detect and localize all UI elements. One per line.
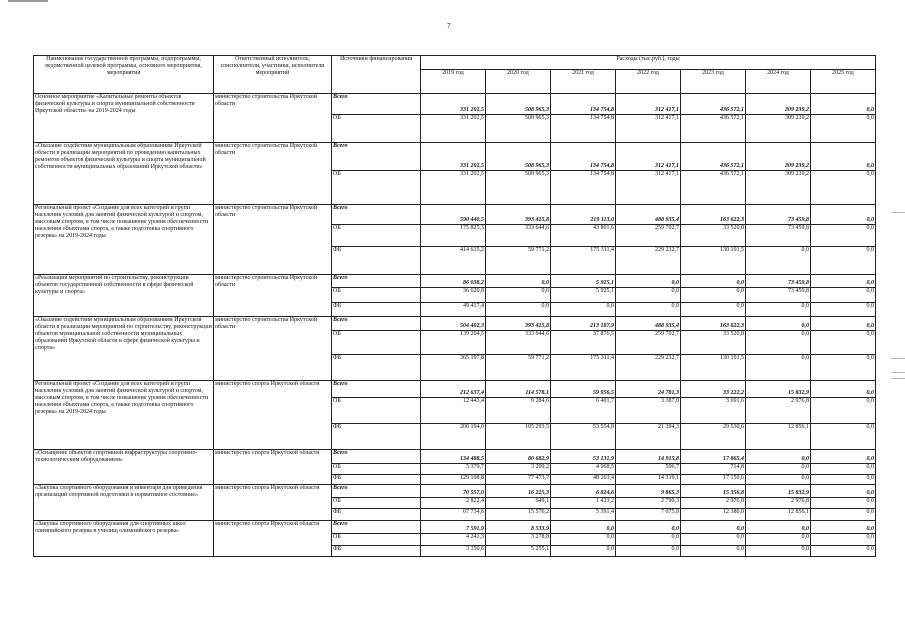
table-row bbox=[34, 205, 876, 225]
table-header bbox=[34, 56, 876, 94]
amount-cell: 0,0 bbox=[681, 546, 746, 557]
amount-cell: 0,0 bbox=[681, 534, 746, 546]
amount-cell: 3 209,2 bbox=[486, 464, 551, 475]
amount-cell: 0,0 bbox=[486, 288, 551, 303]
amount-cell: 0,0 bbox=[811, 355, 876, 381]
funding-source-cell: ОБ bbox=[332, 115, 421, 143]
program-name-cell: Основное мероприятие «Капитальные ремонты объектов физической культуры и спорта муниципальной собственности Иркутской области» на 2019-2024 годы bbox=[34, 94, 214, 143]
amount-cell: 590 440,5 bbox=[421, 205, 486, 225]
amount-cell: 333 644,6 bbox=[486, 225, 551, 247]
amount-cell: 12 443,4 bbox=[421, 398, 486, 424]
funding-source-cell: Всего bbox=[332, 143, 421, 171]
amount-cell: 8 533,9 bbox=[486, 521, 551, 534]
funding-source-cell: ФБ bbox=[332, 303, 421, 317]
amount-cell: 0,0 bbox=[811, 498, 876, 509]
program-name-cell: Региональный проект «Создание для всех категорий и групп населения условий для занятий физической культурой и спортом, массовым спортом, в том числе повышение уровня обеспеченности населения объектами спорта, а также подготовка спортивного резерва» на 2019-2024 годы bbox=[34, 381, 214, 450]
amount-cell: 86 038,2 bbox=[421, 275, 486, 288]
amount-cell: 2 976,8 bbox=[746, 498, 811, 509]
responsible-cell: министерство строительства Иркутской области bbox=[214, 275, 332, 317]
funding-source-cell: ОБ bbox=[332, 398, 421, 424]
funding-source-cell: ФБ bbox=[332, 475, 421, 485]
amount-cell: 0,0 bbox=[811, 509, 876, 521]
amount-cell: 229 232,7 bbox=[616, 247, 681, 275]
amount-cell: 508 965,3 bbox=[486, 171, 551, 205]
amount-cell: 21 394,3 bbox=[616, 424, 681, 450]
amount-cell: 0,0 bbox=[616, 288, 681, 303]
amount-cell: 73 459,8 bbox=[746, 275, 811, 288]
amount-cell: 37 876,5 bbox=[551, 331, 616, 355]
funding-source-cell: ОБ bbox=[332, 225, 421, 247]
header-year: 2024 год bbox=[746, 70, 811, 94]
amount-cell: 436 572,1 bbox=[681, 143, 746, 171]
amount-cell: 393 415,8 bbox=[486, 205, 551, 225]
scan-mark-top bbox=[8, 0, 48, 2]
amount-cell: 130 101,5 bbox=[681, 247, 746, 275]
amount-cell: 488 935,4 bbox=[616, 205, 681, 225]
program-name-cell: «Закупка спортивного оборудования для спортивных школ олимпийского резерва в училищ олимпийского резерва» bbox=[34, 521, 214, 557]
amount-cell: 0,0 bbox=[811, 424, 876, 450]
amount-cell: 0,0 bbox=[811, 331, 876, 355]
amount-cell: 36 620,8 bbox=[421, 288, 486, 303]
amount-cell: 0,0 bbox=[811, 398, 876, 424]
funding-source-cell: ФБ bbox=[332, 509, 421, 521]
funding-source-cell: Всего bbox=[332, 275, 421, 288]
amount-cell: 436 572,1 bbox=[681, 171, 746, 205]
scan-mark-right bbox=[891, 372, 905, 373]
amount-cell: 0,0 bbox=[746, 247, 811, 275]
amount-cell: 0,0 bbox=[811, 485, 876, 498]
amount-cell: 16 225,3 bbox=[486, 485, 551, 498]
amount-cell: 331 202,5 bbox=[421, 143, 486, 171]
program-name-cell: Региональный проект «Создание для всех категорий и групп населения условий для занятий физической культурой и спортом, массовым спортом, в том числе повышение уровня обеспеченности населения объектами спорта, а также подготовка спортивного резерва» на 2019-2024 годы bbox=[34, 205, 214, 275]
amount-cell: 0,0 bbox=[811, 94, 876, 115]
table-row bbox=[34, 521, 876, 534]
table-row bbox=[34, 485, 876, 498]
table-row bbox=[34, 94, 876, 115]
amount-cell: 17 865,4 bbox=[681, 450, 746, 464]
amount-cell: 105 293,5 bbox=[486, 424, 551, 450]
amount-cell: 43 801,6 bbox=[551, 225, 616, 247]
amount-cell: 0,0 bbox=[551, 534, 616, 546]
budget-table bbox=[33, 55, 876, 557]
amount-cell: 0,0 bbox=[811, 317, 876, 331]
amount-cell: 4 241,3 bbox=[421, 534, 486, 546]
amount-cell: 73 459,8 bbox=[746, 205, 811, 225]
amount-cell: 312 417,1 bbox=[616, 94, 681, 115]
amount-cell: 1 433,2 bbox=[551, 498, 616, 509]
amount-cell: 48 163,4 bbox=[551, 475, 616, 485]
amount-cell: 0,0 bbox=[811, 464, 876, 475]
program-name-cell: «Реализация мероприятий по строительству, реконструкции объектов государственной собственности в сфере физической культуры и спорта» bbox=[34, 275, 214, 317]
amount-cell: 5 391,4 bbox=[551, 509, 616, 521]
amount-cell: 436 572,1 bbox=[681, 94, 746, 115]
amount-cell: 0,0 bbox=[811, 546, 876, 557]
amount-cell: 0,0 bbox=[811, 143, 876, 171]
amount-cell: 5 925,1 bbox=[551, 275, 616, 288]
amount-cell: 0,0 bbox=[746, 450, 811, 464]
program-name-cell: «Оказание содействия муниципальным образованиям Иркутской области в реализации мероприятий по проведению капитальных ремонтов объектов физической культуры и спорта муниципальной собственности муниципальных образований Иркутской области» bbox=[34, 143, 214, 205]
amount-cell: 139 204,5 bbox=[421, 331, 486, 355]
amount-cell: 33 222,2 bbox=[681, 381, 746, 398]
amount-cell: 393 415,8 bbox=[486, 317, 551, 331]
funding-source-cell: ОБ bbox=[332, 498, 421, 509]
amount-cell: 0,0 bbox=[746, 317, 811, 331]
amount-cell: 175 825,3 bbox=[421, 225, 486, 247]
amount-cell: 134 754,8 bbox=[551, 115, 616, 143]
page-number: 7 bbox=[447, 22, 451, 30]
amount-cell: 53 131,9 bbox=[551, 450, 616, 464]
amount-cell: 33 520,8 bbox=[681, 331, 746, 355]
amount-cell: 331 202,5 bbox=[421, 171, 486, 205]
amount-cell: 0,0 bbox=[616, 303, 681, 317]
funding-source-cell: ФБ bbox=[332, 546, 421, 557]
funding-source-cell: Всего bbox=[332, 94, 421, 115]
amount-cell: 0,0 bbox=[681, 288, 746, 303]
amount-cell: 9 865,3 bbox=[616, 485, 681, 498]
amount-cell: 259 702,7 bbox=[616, 225, 681, 247]
amount-cell: 0,0 bbox=[681, 275, 746, 288]
amount-cell: 12 380,0 bbox=[681, 509, 746, 521]
funding-source-cell: ОБ bbox=[332, 534, 421, 546]
scan-mark-right bbox=[891, 212, 905, 213]
amount-cell: 0,0 bbox=[551, 303, 616, 317]
amount-cell: 12 856,1 bbox=[746, 424, 811, 450]
amount-cell: 15 576,2 bbox=[486, 509, 551, 521]
amount-cell: 70 557,0 bbox=[421, 485, 486, 498]
amount-cell: 0,0 bbox=[811, 288, 876, 303]
amount-cell: 213 187,9 bbox=[551, 317, 616, 331]
amount-cell: 73 459,8 bbox=[746, 225, 811, 247]
responsible-cell: министерство строительства Иркутской области bbox=[214, 317, 332, 381]
header-year: 2022 год bbox=[616, 70, 681, 94]
amount-cell: 0,0 bbox=[811, 303, 876, 317]
amount-cell: 0,0 bbox=[746, 303, 811, 317]
amount-cell: 259 702,7 bbox=[616, 331, 681, 355]
funding-source-cell: Всего bbox=[332, 205, 421, 225]
amount-cell: 488 935,4 bbox=[616, 317, 681, 331]
amount-cell: 3 691,6 bbox=[681, 398, 746, 424]
amount-cell: 73 459,8 bbox=[746, 288, 811, 303]
amount-cell: 0,0 bbox=[616, 275, 681, 288]
header-year: 2021 год bbox=[551, 70, 616, 94]
amount-cell: 508 965,3 bbox=[486, 143, 551, 171]
amount-cell: 2 822,4 bbox=[421, 498, 486, 509]
program-name-cell: «Оказание содействия муниципальным образованиям Иркутской области в реализации мероприятий по строительству, реконструкции объектов муниципальной собственности муниципальных образований Иркутской области в сфере физической культуры и спорта» bbox=[34, 317, 214, 381]
amount-cell: 163 622,3 bbox=[681, 205, 746, 225]
amount-cell: 0,0 bbox=[811, 205, 876, 225]
amount-cell: 134 754,8 bbox=[551, 171, 616, 205]
amount-cell: 59 771,2 bbox=[486, 247, 551, 275]
header-year: 2019 год bbox=[421, 70, 486, 94]
amount-cell: 7 075,0 bbox=[616, 509, 681, 521]
header-year: 2023 год bbox=[681, 70, 746, 94]
amount-cell: 0,0 bbox=[811, 450, 876, 464]
amount-cell: 0,0 bbox=[681, 521, 746, 534]
amount-cell: 0,0 bbox=[616, 546, 681, 557]
amount-cell: 3 387,0 bbox=[616, 398, 681, 424]
funding-source-cell: Всего bbox=[332, 317, 421, 331]
amount-cell: 3 278,8 bbox=[486, 534, 551, 546]
amount-cell: 15 832,9 bbox=[746, 381, 811, 398]
responsible-cell: министерство строительства Иркутской области bbox=[214, 94, 332, 143]
responsible-cell: министерство спорта Иркутской области bbox=[214, 485, 332, 521]
amount-cell: 596,7 bbox=[616, 464, 681, 475]
amount-cell: 219 113,0 bbox=[551, 205, 616, 225]
amount-cell: 0,0 bbox=[811, 275, 876, 288]
amount-cell: 134 754,8 bbox=[551, 94, 616, 115]
amount-cell: 0,0 bbox=[746, 546, 811, 557]
amount-cell: 414 615,2 bbox=[421, 247, 486, 275]
header-responsible: Ответственный исполнитель, соисполнители, участники, исполнители мероприятий bbox=[214, 56, 332, 94]
amount-cell: 4 968,5 bbox=[551, 464, 616, 475]
amount-cell: 0,0 bbox=[746, 355, 811, 381]
header-year: 2025 год bbox=[811, 70, 876, 94]
amount-cell: 114 578,1 bbox=[486, 381, 551, 398]
header-year: 2020 год bbox=[486, 70, 551, 94]
amount-cell: 0,0 bbox=[551, 546, 616, 557]
responsible-cell: министерство строительства Иркутской области bbox=[214, 143, 332, 205]
amount-cell: 0,0 bbox=[681, 303, 746, 317]
amount-cell: 436 572,1 bbox=[681, 115, 746, 143]
amount-cell: 0,0 bbox=[551, 521, 616, 534]
amount-cell: 134 488,5 bbox=[421, 450, 486, 464]
funding-source-cell: Всего bbox=[332, 381, 421, 398]
funding-source-cell: ФБ bbox=[332, 247, 421, 275]
amount-cell: 714,8 bbox=[681, 464, 746, 475]
amount-cell: 0,0 bbox=[746, 331, 811, 355]
amount-cell: 0,0 bbox=[746, 464, 811, 475]
amount-cell: 312 417,1 bbox=[616, 171, 681, 205]
amount-cell: 0,0 bbox=[746, 534, 811, 546]
amount-cell: 0,0 bbox=[616, 521, 681, 534]
amount-cell: 33 520,8 bbox=[681, 225, 746, 247]
amount-cell: 3 350,6 bbox=[421, 546, 486, 557]
funding-source-cell: ОБ bbox=[332, 331, 421, 355]
amount-cell: 649,1 bbox=[486, 498, 551, 509]
amount-cell: 15 356,8 bbox=[681, 485, 746, 498]
amount-cell: 0,0 bbox=[486, 303, 551, 317]
responsible-cell: министерство спорта Иркутской области bbox=[214, 521, 332, 557]
amount-cell: 365 197,8 bbox=[421, 355, 486, 381]
amount-cell: 6 401,7 bbox=[551, 398, 616, 424]
header-expenses: Расходы (тыс.руб.), годы bbox=[421, 56, 876, 70]
amount-cell: 0,0 bbox=[746, 475, 811, 485]
amount-cell: 331 202,5 bbox=[421, 94, 486, 115]
amount-cell: 229 232,7 bbox=[616, 355, 681, 381]
funding-source-cell: ОБ bbox=[332, 464, 421, 475]
amount-cell: 0,0 bbox=[811, 521, 876, 534]
table-row bbox=[34, 381, 876, 398]
funding-source-cell: Всего bbox=[332, 450, 421, 464]
table-row bbox=[34, 450, 876, 464]
amount-cell: 309 239,2 bbox=[746, 143, 811, 171]
amount-cell: 9 284,6 bbox=[486, 398, 551, 424]
amount-cell: 14 915,8 bbox=[616, 450, 681, 464]
table-row bbox=[34, 143, 876, 171]
program-name-cell: «Закупка спортивного оборудования и инвентаря для приведения организаций спортивной подготовки в нормативное состояние» bbox=[34, 485, 214, 521]
amount-cell: 134 754,8 bbox=[551, 143, 616, 171]
amount-cell: 2 976,8 bbox=[746, 398, 811, 424]
amount-cell: 312 417,1 bbox=[616, 115, 681, 143]
amount-cell: 175 311,4 bbox=[551, 247, 616, 275]
amount-cell: 0,0 bbox=[811, 171, 876, 205]
amount-cell: 2 976,8 bbox=[681, 498, 746, 509]
responsible-cell: министерство строительства Иркутской области bbox=[214, 205, 332, 275]
header-program: Наименование государственной программы, подпрограммы, ведомственной целевой программы, основного мероприятия, мероприятия bbox=[34, 56, 214, 94]
amount-cell: 0,0 bbox=[811, 247, 876, 275]
amount-cell: 309 239,2 bbox=[746, 115, 811, 143]
amount-cell: 200 194,0 bbox=[421, 424, 486, 450]
funding-source-cell: ОБ bbox=[332, 171, 421, 205]
funding-source-cell: ФБ bbox=[332, 424, 421, 450]
header-source: Источники финансирования bbox=[332, 56, 421, 94]
amount-cell: 5 255,1 bbox=[486, 546, 551, 557]
amount-cell: 0,0 bbox=[486, 275, 551, 288]
amount-cell: 0,0 bbox=[616, 534, 681, 546]
amount-cell: 130 101,5 bbox=[681, 355, 746, 381]
amount-cell: 29 530,6 bbox=[681, 424, 746, 450]
table-body bbox=[34, 94, 876, 557]
amount-cell: 0,0 bbox=[811, 225, 876, 247]
amount-cell: 49 417,4 bbox=[421, 303, 486, 317]
amount-cell: 7 591,9 bbox=[421, 521, 486, 534]
table-row bbox=[34, 317, 876, 331]
funding-source-cell: Всего bbox=[332, 521, 421, 534]
amount-cell: 6 824,6 bbox=[551, 485, 616, 498]
amount-cell: 15 832,9 bbox=[746, 485, 811, 498]
amount-cell: 508 965,3 bbox=[486, 94, 551, 115]
amount-cell: 163 622,3 bbox=[681, 317, 746, 331]
amount-cell: 77 473,7 bbox=[486, 475, 551, 485]
amount-cell: 59 956,5 bbox=[551, 381, 616, 398]
amount-cell: 504 402,3 bbox=[421, 317, 486, 331]
amount-cell: 17 150,6 bbox=[681, 475, 746, 485]
amount-cell: 331 202,5 bbox=[421, 115, 486, 143]
funding-source-cell: ОБ bbox=[332, 288, 421, 303]
funding-source-cell: ФБ bbox=[332, 355, 421, 381]
amount-cell: 0,0 bbox=[811, 381, 876, 398]
amount-cell: 0,0 bbox=[811, 534, 876, 546]
amount-cell: 129 108,8 bbox=[421, 475, 486, 485]
responsible-cell: министерство спорта Иркутской области bbox=[214, 450, 332, 485]
amount-cell: 333 644,6 bbox=[486, 331, 551, 355]
amount-cell: 24 781,3 bbox=[616, 381, 681, 398]
amount-cell: 0,0 bbox=[811, 115, 876, 143]
amount-cell: 5 379,7 bbox=[421, 464, 486, 475]
amount-cell: 0,0 bbox=[811, 475, 876, 485]
amount-cell: 309 239,2 bbox=[746, 94, 811, 115]
program-name-cell: «Оснащение объектов спортивной инфраструктуры спортивно-технологическим оборудованием» bbox=[34, 450, 214, 485]
amount-cell: 59 771,2 bbox=[486, 355, 551, 381]
amount-cell: 212 637,4 bbox=[421, 381, 486, 398]
amount-cell: 0,0 bbox=[746, 521, 811, 534]
amount-cell: 5 925,1 bbox=[551, 288, 616, 303]
amount-cell: 53 554,8 bbox=[551, 424, 616, 450]
amount-cell: 67 734,6 bbox=[421, 509, 486, 521]
amount-cell: 508 965,3 bbox=[486, 115, 551, 143]
table-row bbox=[34, 275, 876, 288]
responsible-cell: министерство спорта Иркутской области bbox=[214, 381, 332, 450]
amount-cell: 2 790,3 bbox=[616, 498, 681, 509]
amount-cell: 312 417,1 bbox=[616, 143, 681, 171]
amount-cell: 309 239,2 bbox=[746, 171, 811, 205]
amount-cell: 14 319,1 bbox=[616, 475, 681, 485]
scan-mark-right bbox=[891, 378, 905, 379]
amount-cell: 80 682,9 bbox=[486, 450, 551, 464]
funding-source-cell: Всего bbox=[332, 485, 421, 498]
amount-cell: 12 856,1 bbox=[746, 509, 811, 521]
amount-cell: 175 311,4 bbox=[551, 355, 616, 381]
scan-mark-right bbox=[891, 358, 905, 359]
